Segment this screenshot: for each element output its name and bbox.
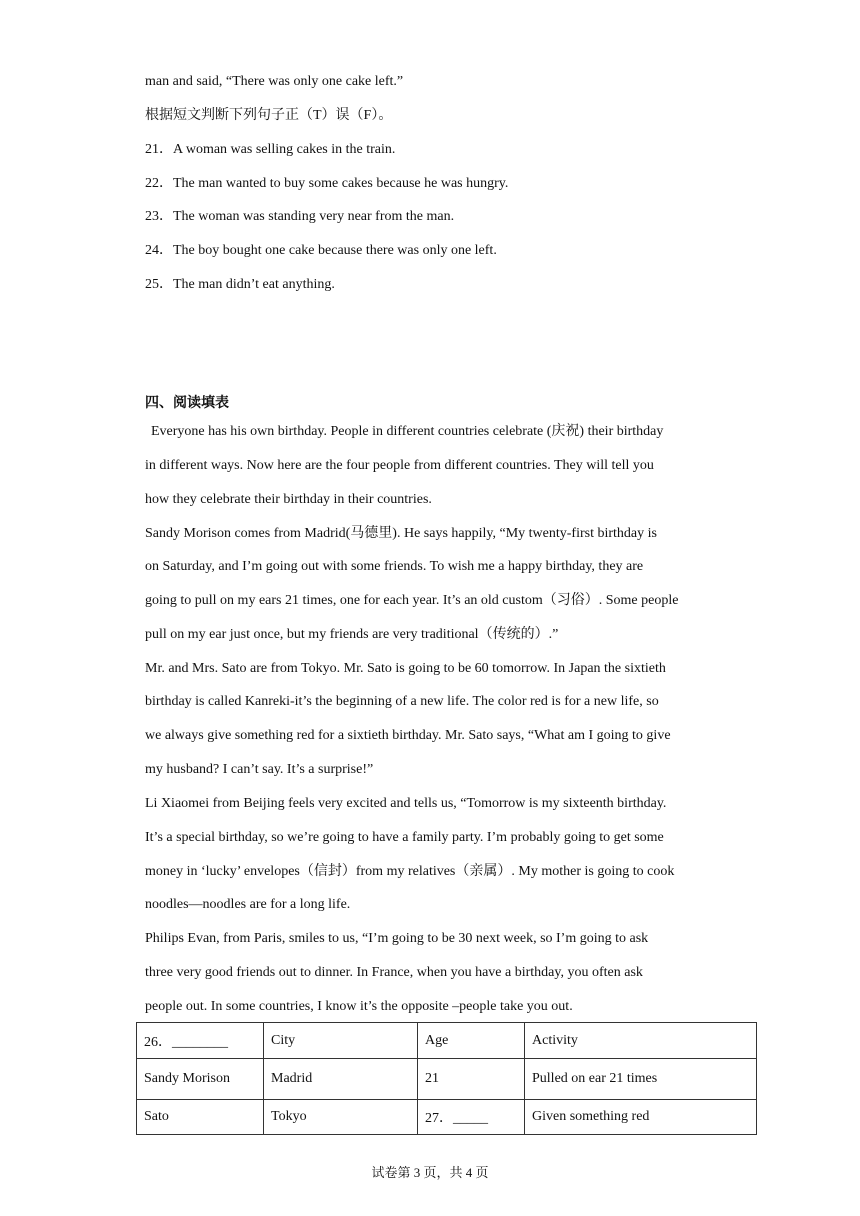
- table-cell: 27．_____: [418, 1100, 525, 1135]
- tf-question-24: 24．The boy bought one cake because there was only one left.: [145, 243, 497, 258]
- reading-line: Everyone has his own birthday. People in different countries celebrate (庆祝) their birthday: [151, 424, 664, 439]
- reading-line: Sandy Morison comes from Madrid(马德里). He says happily, “My twenty-first birthday is: [145, 526, 657, 541]
- table-row: [137, 1023, 757, 1059]
- tf-question-25: 25．The man didn’t eat anything.: [145, 277, 335, 292]
- reading-line: my husband? I can’t say. It’s a surprise!”: [145, 762, 374, 777]
- table-cell: 21: [418, 1059, 525, 1100]
- answer-table: [136, 1022, 757, 1135]
- page-footer: 试卷第 3 页，共 4 页: [371, 1165, 489, 1180]
- reading-line: we always give something red for a sixtieth birthday. Mr. Sato says, “What am I going to give: [145, 728, 671, 743]
- reading-line: Mr. and Mrs. Sato are from Tokyo. Mr. Sato is going to be 60 tomorrow. In Japan the sixtieth: [145, 661, 666, 676]
- reading-line: birthday is called Kanreki-it’s the beginning of a new life. The color red is for a new life, so: [145, 694, 659, 709]
- table-cell: Age: [418, 1023, 525, 1059]
- table-cell: Given something red: [525, 1100, 757, 1135]
- table-cell: Tokyo: [264, 1100, 418, 1135]
- passage-tail: man and said, “There was only one cake left.”: [145, 74, 404, 89]
- reading-line: It’s a special birthday, so we’re going to have a family party. I’m probably going to get some: [145, 830, 664, 845]
- reading-line: three very good friends out to dinner. In France, when you have a birthday, you often ask: [145, 965, 643, 980]
- table-row: [137, 1059, 757, 1100]
- table-cell: Madrid: [264, 1059, 418, 1100]
- tf-question-22: 22．The man wanted to buy some cakes because he was hungry.: [145, 176, 509, 191]
- table-cell: 26．________: [137, 1023, 264, 1059]
- table-row: [137, 1100, 757, 1135]
- table-cell: Sato: [137, 1100, 264, 1135]
- tf-question-23: 23．The woman was standing very near from the man.: [145, 209, 455, 224]
- reading-line: Li Xiaomei from Beijing feels very excited and tells us, “Tomorrow is my sixteenth birthday.: [145, 796, 667, 811]
- reading-line: how they celebrate their birthday in their countries.: [145, 492, 432, 507]
- reading-line: in different ways. Now here are the four people from different countries. They will tell you: [145, 458, 654, 473]
- reading-line: noodles—noodles are for a long life.: [145, 897, 351, 912]
- section-heading: 四、阅读填表: [145, 396, 229, 411]
- reading-line: on Saturday, and I’m going out with some friends. To wish me a happy birthday, they are: [145, 559, 644, 574]
- reading-line: pull on my ear just once, but my friends are very traditional（传统的）.”: [145, 627, 559, 642]
- reading-line: people out. In some countries, I know it’s the opposite –people take you out.: [145, 999, 573, 1014]
- tf-instruction: 根据短文判断下列句子正（T）误（F）。: [145, 108, 393, 123]
- tf-question-21: 21．A woman was selling cakes in the train.: [145, 142, 396, 157]
- table-cell: Pulled on ear 21 times: [525, 1059, 757, 1100]
- reading-line: Philips Evan, from Paris, smiles to us, “I’m going to be 30 next week, so I’m going to ask: [145, 931, 649, 946]
- table-cell: Activity: [525, 1023, 757, 1059]
- table-cell: Sandy Morison: [137, 1059, 264, 1100]
- reading-line: going to pull on my ears 21 times, one for each year. It’s an old custom（习俗）. Some people: [145, 593, 679, 608]
- table-cell: City: [264, 1023, 418, 1059]
- reading-line: money in ‘lucky’ envelopes（信封）from my relatives（亲属）. My mother is going to cook: [145, 864, 675, 879]
